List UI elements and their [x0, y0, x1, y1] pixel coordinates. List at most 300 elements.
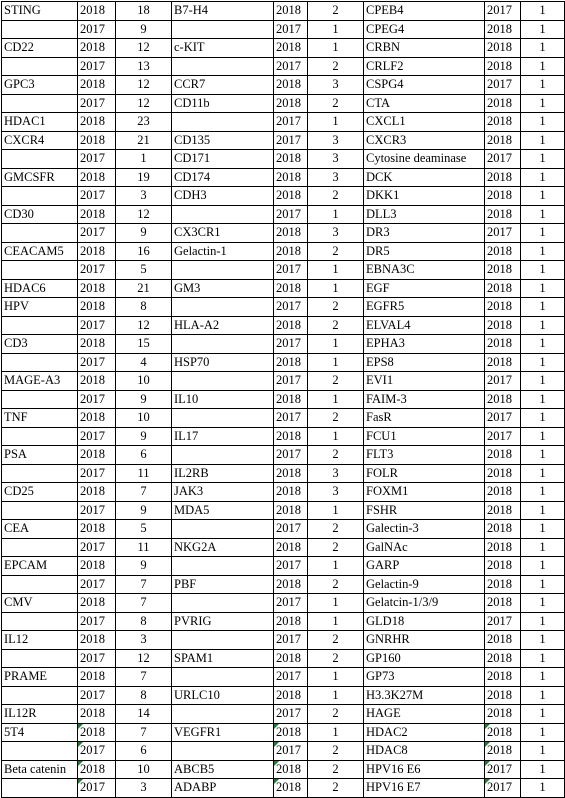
cell-name[interactable]: [172, 668, 274, 687]
cell-count[interactable]: 9: [116, 501, 172, 520]
cell-name[interactable]: GNRHR: [364, 631, 485, 650]
cell-year[interactable]: 2017: [274, 372, 308, 391]
cell-year[interactable]: 2018: [78, 668, 116, 687]
cell-year[interactable]: 2018: [485, 242, 521, 261]
cell-year[interactable]: 2018: [274, 779, 308, 798]
cell-name[interactable]: HDAC1: [2, 113, 78, 132]
cell-count[interactable]: 10: [116, 409, 172, 428]
cell-count[interactable]: 1: [521, 353, 565, 372]
cell-name[interactable]: Gelactin-9: [364, 575, 485, 594]
cell-count[interactable]: 3: [116, 779, 172, 798]
cell-name[interactable]: HPV16 E7: [364, 779, 485, 798]
cell-year[interactable]: 2018: [274, 187, 308, 206]
cell-year[interactable]: 2018: [274, 427, 308, 446]
cell-year[interactable]: 2017: [78, 686, 116, 705]
cell-count[interactable]: 4: [116, 353, 172, 372]
cell-count[interactable]: 7: [116, 483, 172, 502]
cell-count[interactable]: 3: [308, 131, 364, 150]
cell-name[interactable]: [2, 464, 78, 483]
cell-count[interactable]: 1: [521, 76, 565, 95]
cell-count[interactable]: 1: [521, 779, 565, 798]
cell-count[interactable]: 1: [521, 298, 565, 317]
cell-name[interactable]: [2, 742, 78, 761]
cell-name[interactable]: GP73: [364, 668, 485, 687]
cell-count[interactable]: 1: [521, 464, 565, 483]
cell-name[interactable]: [2, 187, 78, 206]
cell-count[interactable]: 12: [116, 316, 172, 335]
cell-name[interactable]: PVRIG: [172, 612, 274, 631]
cell-count[interactable]: 7: [116, 575, 172, 594]
cell-count[interactable]: 14: [116, 705, 172, 724]
cell-count[interactable]: 1: [521, 760, 565, 779]
cell-name[interactable]: [172, 520, 274, 539]
cell-name[interactable]: Cytosine deaminase: [364, 150, 485, 169]
cell-name[interactable]: [2, 390, 78, 409]
cell-name[interactable]: [172, 409, 274, 428]
cell-year[interactable]: 2018: [485, 205, 521, 224]
cell-name[interactable]: CD3: [2, 335, 78, 354]
cell-name[interactable]: FasR: [364, 409, 485, 428]
cell-count[interactable]: 2: [308, 538, 364, 557]
cell-year[interactable]: 2017: [274, 594, 308, 613]
cell-count[interactable]: 6: [116, 742, 172, 761]
cell-name[interactable]: IL12: [2, 631, 78, 650]
cell-count[interactable]: 10: [116, 760, 172, 779]
cell-count[interactable]: 1: [521, 742, 565, 761]
cell-year[interactable]: 2018: [485, 594, 521, 613]
cell-count[interactable]: 1: [521, 20, 565, 39]
cell-name[interactable]: c-KIT: [172, 39, 274, 58]
cell-year[interactable]: 2017: [274, 742, 308, 761]
cell-year[interactable]: 2017: [274, 335, 308, 354]
cell-name[interactable]: HAGE: [364, 705, 485, 724]
cell-name[interactable]: FOLR: [364, 464, 485, 483]
cell-name[interactable]: [2, 94, 78, 113]
cell-count[interactable]: 11: [116, 538, 172, 557]
cell-name[interactable]: VEGFR1: [172, 723, 274, 742]
cell-year[interactable]: 2018: [485, 705, 521, 724]
cell-year[interactable]: 2017: [274, 705, 308, 724]
cell-count[interactable]: 12: [116, 649, 172, 668]
cell-year[interactable]: 2018: [78, 335, 116, 354]
cell-year[interactable]: 2018: [78, 557, 116, 576]
cell-year[interactable]: 2018: [485, 353, 521, 372]
cell-count[interactable]: 2: [308, 187, 364, 206]
cell-name[interactable]: [172, 298, 274, 317]
cell-name[interactable]: IL10: [172, 390, 274, 409]
cell-count[interactable]: 9: [116, 224, 172, 243]
cell-name[interactable]: [172, 20, 274, 39]
cell-name[interactable]: GPC3: [2, 76, 78, 95]
cell-year[interactable]: 2018: [274, 575, 308, 594]
cell-count[interactable]: 1: [521, 187, 565, 206]
cell-count[interactable]: 1: [521, 594, 565, 613]
cell-year[interactable]: 2018: [78, 705, 116, 724]
cell-name[interactable]: DR5: [364, 242, 485, 261]
cell-name[interactable]: GP160: [364, 649, 485, 668]
cell-count[interactable]: 8: [116, 686, 172, 705]
cell-count[interactable]: 2: [308, 760, 364, 779]
cell-year[interactable]: 2018: [78, 76, 116, 95]
cell-name[interactable]: CD174: [172, 168, 274, 187]
cell-count[interactable]: 13: [116, 57, 172, 76]
cell-name[interactable]: [172, 335, 274, 354]
cell-name[interactable]: CCR7: [172, 76, 274, 95]
cell-year[interactable]: 2017: [78, 224, 116, 243]
cell-count[interactable]: 1: [308, 20, 364, 39]
cell-name[interactable]: FSHR: [364, 501, 485, 520]
cell-name[interactable]: GM3: [172, 279, 274, 298]
cell-name[interactable]: H3.3K27M: [364, 686, 485, 705]
cell-year[interactable]: 2018: [485, 501, 521, 520]
cell-count[interactable]: 1: [521, 2, 565, 21]
cell-year[interactable]: 2018: [485, 742, 521, 761]
cell-year[interactable]: 2017: [78, 187, 116, 206]
cell-year[interactable]: 2018: [485, 113, 521, 132]
cell-year[interactable]: 2018: [78, 205, 116, 224]
cell-count[interactable]: 1: [521, 261, 565, 280]
cell-name[interactable]: CMV: [2, 594, 78, 613]
cell-name[interactable]: GalNAc: [364, 538, 485, 557]
cell-year[interactable]: 2018: [485, 298, 521, 317]
cell-name[interactable]: FCU1: [364, 427, 485, 446]
cell-name[interactable]: CRLF2: [364, 57, 485, 76]
cell-name[interactable]: [2, 779, 78, 798]
cell-year[interactable]: 2017: [78, 20, 116, 39]
cell-name[interactable]: [172, 594, 274, 613]
cell-year[interactable]: 2018: [274, 649, 308, 668]
cell-name[interactable]: JAK3: [172, 483, 274, 502]
cell-year[interactable]: 2018: [274, 224, 308, 243]
cell-name[interactable]: FLT3: [364, 446, 485, 465]
cell-count[interactable]: 1: [521, 205, 565, 224]
cell-name[interactable]: CD25: [2, 483, 78, 502]
cell-year[interactable]: 2018: [274, 612, 308, 631]
cell-name[interactable]: CD30: [2, 205, 78, 224]
cell-year[interactable]: 2018: [485, 131, 521, 150]
cell-year[interactable]: 2018: [78, 409, 116, 428]
cell-count[interactable]: 1: [521, 39, 565, 58]
cell-name[interactable]: [172, 372, 274, 391]
cell-count[interactable]: 2: [308, 742, 364, 761]
cell-name[interactable]: EVI1: [364, 372, 485, 391]
cell-count[interactable]: 2: [308, 446, 364, 465]
cell-year[interactable]: 2017: [78, 501, 116, 520]
cell-count[interactable]: 1: [308, 261, 364, 280]
cell-name[interactable]: PBF: [172, 575, 274, 594]
cell-name[interactable]: Gelactin-1: [172, 242, 274, 261]
cell-count[interactable]: 1: [116, 150, 172, 169]
cell-count[interactable]: 1: [308, 594, 364, 613]
cell-year[interactable]: 2017: [485, 760, 521, 779]
cell-count[interactable]: 1: [521, 538, 565, 557]
cell-name[interactable]: GMCSFR: [2, 168, 78, 187]
cell-year[interactable]: 2018: [485, 335, 521, 354]
cell-count[interactable]: 1: [521, 131, 565, 150]
cell-name[interactable]: MAGE-A3: [2, 372, 78, 391]
cell-count[interactable]: 1: [308, 113, 364, 132]
cell-count[interactable]: 2: [308, 316, 364, 335]
cell-name[interactable]: HPV: [2, 298, 78, 317]
cell-year[interactable]: 2018: [485, 20, 521, 39]
cell-name[interactable]: CPEG4: [364, 20, 485, 39]
cell-year[interactable]: 2018: [485, 723, 521, 742]
cell-count[interactable]: 1: [521, 279, 565, 298]
cell-count[interactable]: 3: [308, 168, 364, 187]
cell-name[interactable]: EGFR5: [364, 298, 485, 317]
cell-count[interactable]: 1: [308, 557, 364, 576]
cell-year[interactable]: 2018: [274, 390, 308, 409]
cell-name[interactable]: ELVAL4: [364, 316, 485, 335]
cell-year[interactable]: 2018: [485, 279, 521, 298]
cell-name[interactable]: EBNA3C: [364, 261, 485, 280]
cell-count[interactable]: 1: [308, 427, 364, 446]
cell-name[interactable]: [172, 57, 274, 76]
cell-year[interactable]: 2018: [274, 501, 308, 520]
cell-year[interactable]: 2018: [274, 464, 308, 483]
cell-count[interactable]: 12: [116, 76, 172, 95]
cell-name[interactable]: [2, 20, 78, 39]
cell-count[interactable]: 3: [116, 631, 172, 650]
cell-count[interactable]: 9: [116, 390, 172, 409]
cell-year[interactable]: 2017: [274, 57, 308, 76]
cell-count[interactable]: 12: [116, 39, 172, 58]
cell-name[interactable]: NKG2A: [172, 538, 274, 557]
cell-count[interactable]: 1: [521, 409, 565, 428]
cell-year[interactable]: 2017: [485, 2, 521, 21]
cell-name[interactable]: CPEB4: [364, 2, 485, 21]
cell-name[interactable]: [2, 57, 78, 76]
cell-count[interactable]: 9: [116, 427, 172, 446]
cell-count[interactable]: 1: [308, 723, 364, 742]
cell-year[interactable]: 2017: [485, 372, 521, 391]
cell-count[interactable]: 3: [308, 76, 364, 95]
cell-year[interactable]: 2017: [274, 557, 308, 576]
cell-name[interactable]: DLL3: [364, 205, 485, 224]
cell-count[interactable]: 1: [521, 612, 565, 631]
cell-count[interactable]: 5: [116, 261, 172, 280]
cell-name[interactable]: [172, 205, 274, 224]
cell-year[interactable]: 2018: [274, 168, 308, 187]
cell-name[interactable]: DCK: [364, 168, 485, 187]
cell-count[interactable]: 1: [521, 557, 565, 576]
cell-year[interactable]: 2017: [485, 612, 521, 631]
cell-name[interactable]: CEACAM5: [2, 242, 78, 261]
cell-year[interactable]: 2018: [78, 113, 116, 132]
cell-count[interactable]: 1: [521, 224, 565, 243]
cell-count[interactable]: 3: [308, 464, 364, 483]
cell-name[interactable]: [172, 261, 274, 280]
cell-count[interactable]: 7: [116, 723, 172, 742]
cell-name[interactable]: Galectin-3: [364, 520, 485, 539]
cell-name[interactable]: [2, 501, 78, 520]
cell-name[interactable]: HDAC6: [2, 279, 78, 298]
cell-count[interactable]: 1: [521, 150, 565, 169]
cell-year[interactable]: 2018: [485, 94, 521, 113]
cell-count[interactable]: 1: [308, 353, 364, 372]
cell-name[interactable]: HDAC2: [364, 723, 485, 742]
cell-year[interactable]: 2018: [485, 631, 521, 650]
cell-count[interactable]: 1: [521, 427, 565, 446]
cell-year[interactable]: 2018: [78, 372, 116, 391]
cell-count[interactable]: 2: [308, 242, 364, 261]
cell-name[interactable]: [172, 113, 274, 132]
cell-count[interactable]: 12: [116, 205, 172, 224]
cell-year[interactable]: 2018: [274, 76, 308, 95]
cell-name[interactable]: CD22: [2, 39, 78, 58]
cell-name[interactable]: [2, 612, 78, 631]
cell-year[interactable]: 2018: [485, 686, 521, 705]
cell-count[interactable]: 5: [116, 520, 172, 539]
cell-year[interactable]: 2018: [274, 686, 308, 705]
cell-count[interactable]: 2: [308, 57, 364, 76]
cell-count[interactable]: 1: [521, 242, 565, 261]
cell-count[interactable]: 16: [116, 242, 172, 261]
cell-year[interactable]: 2017: [274, 261, 308, 280]
cell-year[interactable]: 2017: [78, 742, 116, 761]
cell-name[interactable]: EPS8: [364, 353, 485, 372]
cell-count[interactable]: 19: [116, 168, 172, 187]
cell-year[interactable]: 2018: [78, 131, 116, 150]
cell-year[interactable]: 2018: [485, 390, 521, 409]
cell-year[interactable]: 2017: [274, 298, 308, 317]
cell-year[interactable]: 2018: [485, 57, 521, 76]
cell-name[interactable]: [2, 316, 78, 335]
cell-name[interactable]: URLC10: [172, 686, 274, 705]
cell-name[interactable]: HLA-A2: [172, 316, 274, 335]
cell-name[interactable]: CD171: [172, 150, 274, 169]
cell-year[interactable]: 2017: [78, 57, 116, 76]
cell-year[interactable]: 2018: [485, 557, 521, 576]
cell-count[interactable]: 1: [308, 279, 364, 298]
cell-year[interactable]: 2017: [274, 668, 308, 687]
cell-year[interactable]: 2018: [485, 187, 521, 206]
cell-count[interactable]: 1: [521, 649, 565, 668]
cell-year[interactable]: 2017: [274, 631, 308, 650]
cell-name[interactable]: [2, 538, 78, 557]
cell-count[interactable]: 1: [521, 686, 565, 705]
cell-year[interactable]: 2018: [485, 483, 521, 502]
cell-year[interactable]: 2017: [78, 150, 116, 169]
cell-name[interactable]: GLD18: [364, 612, 485, 631]
cell-name[interactable]: [2, 224, 78, 243]
cell-count[interactable]: 15: [116, 335, 172, 354]
cell-year[interactable]: 2017: [274, 205, 308, 224]
cell-count[interactable]: 8: [116, 612, 172, 631]
cell-name[interactable]: [2, 649, 78, 668]
cell-count[interactable]: 2: [308, 649, 364, 668]
cell-count[interactable]: 1: [521, 631, 565, 650]
cell-count[interactable]: 21: [116, 131, 172, 150]
cell-name[interactable]: CX3CR1: [172, 224, 274, 243]
cell-year[interactable]: 2018: [485, 261, 521, 280]
cell-year[interactable]: 2017: [78, 538, 116, 557]
cell-name[interactable]: ABCB5: [172, 760, 274, 779]
cell-year[interactable]: 2018: [274, 538, 308, 557]
cell-count[interactable]: 6: [116, 446, 172, 465]
cell-year[interactable]: 2018: [78, 279, 116, 298]
cell-year[interactable]: 2017: [274, 131, 308, 150]
cell-count[interactable]: 23: [116, 113, 172, 132]
cell-year[interactable]: 2018: [485, 538, 521, 557]
cell-name[interactable]: [172, 631, 274, 650]
cell-name[interactable]: CRBN: [364, 39, 485, 58]
cell-count[interactable]: 1: [521, 575, 565, 594]
cell-name[interactable]: B7-H4: [172, 2, 274, 21]
cell-count[interactable]: 18: [116, 2, 172, 21]
cell-count[interactable]: 1: [521, 520, 565, 539]
cell-year[interactable]: 2018: [485, 464, 521, 483]
cell-count[interactable]: 9: [116, 557, 172, 576]
cell-count[interactable]: 1: [521, 57, 565, 76]
cell-year[interactable]: 2017: [78, 575, 116, 594]
cell-count[interactable]: 11: [116, 464, 172, 483]
cell-name[interactable]: CXCL1: [364, 113, 485, 132]
cell-count[interactable]: 21: [116, 279, 172, 298]
cell-year[interactable]: 2018: [485, 520, 521, 539]
cell-year[interactable]: 2018: [78, 631, 116, 650]
cell-count[interactable]: 2: [308, 372, 364, 391]
cell-year[interactable]: 2018: [274, 242, 308, 261]
cell-year[interactable]: 2017: [485, 224, 521, 243]
cell-name[interactable]: FAIM-3: [364, 390, 485, 409]
cell-name[interactable]: FOXM1: [364, 483, 485, 502]
cell-count[interactable]: 1: [308, 686, 364, 705]
cell-count[interactable]: 2: [308, 779, 364, 798]
cell-name[interactable]: GARP: [364, 557, 485, 576]
cell-name[interactable]: PRAME: [2, 668, 78, 687]
cell-year[interactable]: 2017: [78, 464, 116, 483]
cell-name[interactable]: [2, 427, 78, 446]
cell-count[interactable]: 3: [308, 150, 364, 169]
cell-count[interactable]: 1: [308, 668, 364, 687]
cell-year[interactable]: 2018: [274, 2, 308, 21]
cell-count[interactable]: 1: [308, 39, 364, 58]
cell-count[interactable]: 10: [116, 372, 172, 391]
cell-count[interactable]: 3: [308, 224, 364, 243]
cell-year[interactable]: 2018: [78, 483, 116, 502]
cell-year[interactable]: 2018: [78, 594, 116, 613]
cell-count[interactable]: 1: [308, 335, 364, 354]
cell-year[interactable]: 2018: [485, 668, 521, 687]
cell-count[interactable]: 1: [521, 668, 565, 687]
cell-year[interactable]: 2017: [274, 113, 308, 132]
cell-count[interactable]: 2: [308, 705, 364, 724]
cell-count[interactable]: 1: [521, 94, 565, 113]
cell-count[interactable]: 1: [521, 372, 565, 391]
cell-name[interactable]: [172, 557, 274, 576]
cell-name[interactable]: EPCAM: [2, 557, 78, 576]
cell-year[interactable]: 2017: [485, 779, 521, 798]
cell-year[interactable]: 2018: [485, 39, 521, 58]
cell-name[interactable]: SPAM1: [172, 649, 274, 668]
cell-name[interactable]: ADABP: [172, 779, 274, 798]
cell-name[interactable]: CXCR3: [364, 131, 485, 150]
cell-year[interactable]: 2018: [485, 316, 521, 335]
cell-year[interactable]: 2017: [485, 150, 521, 169]
cell-year[interactable]: 2017: [78, 390, 116, 409]
cell-year[interactable]: 2017: [78, 316, 116, 335]
cell-name[interactable]: EPHA3: [364, 335, 485, 354]
cell-year[interactable]: 2017: [78, 779, 116, 798]
cell-year[interactable]: 2017: [274, 409, 308, 428]
cell-count[interactable]: 1: [521, 705, 565, 724]
cell-year[interactable]: 2018: [78, 520, 116, 539]
cell-count[interactable]: 1: [521, 446, 565, 465]
cell-count[interactable]: 2: [308, 631, 364, 650]
cell-count[interactable]: 1: [521, 390, 565, 409]
cell-year[interactable]: 2017: [485, 76, 521, 95]
